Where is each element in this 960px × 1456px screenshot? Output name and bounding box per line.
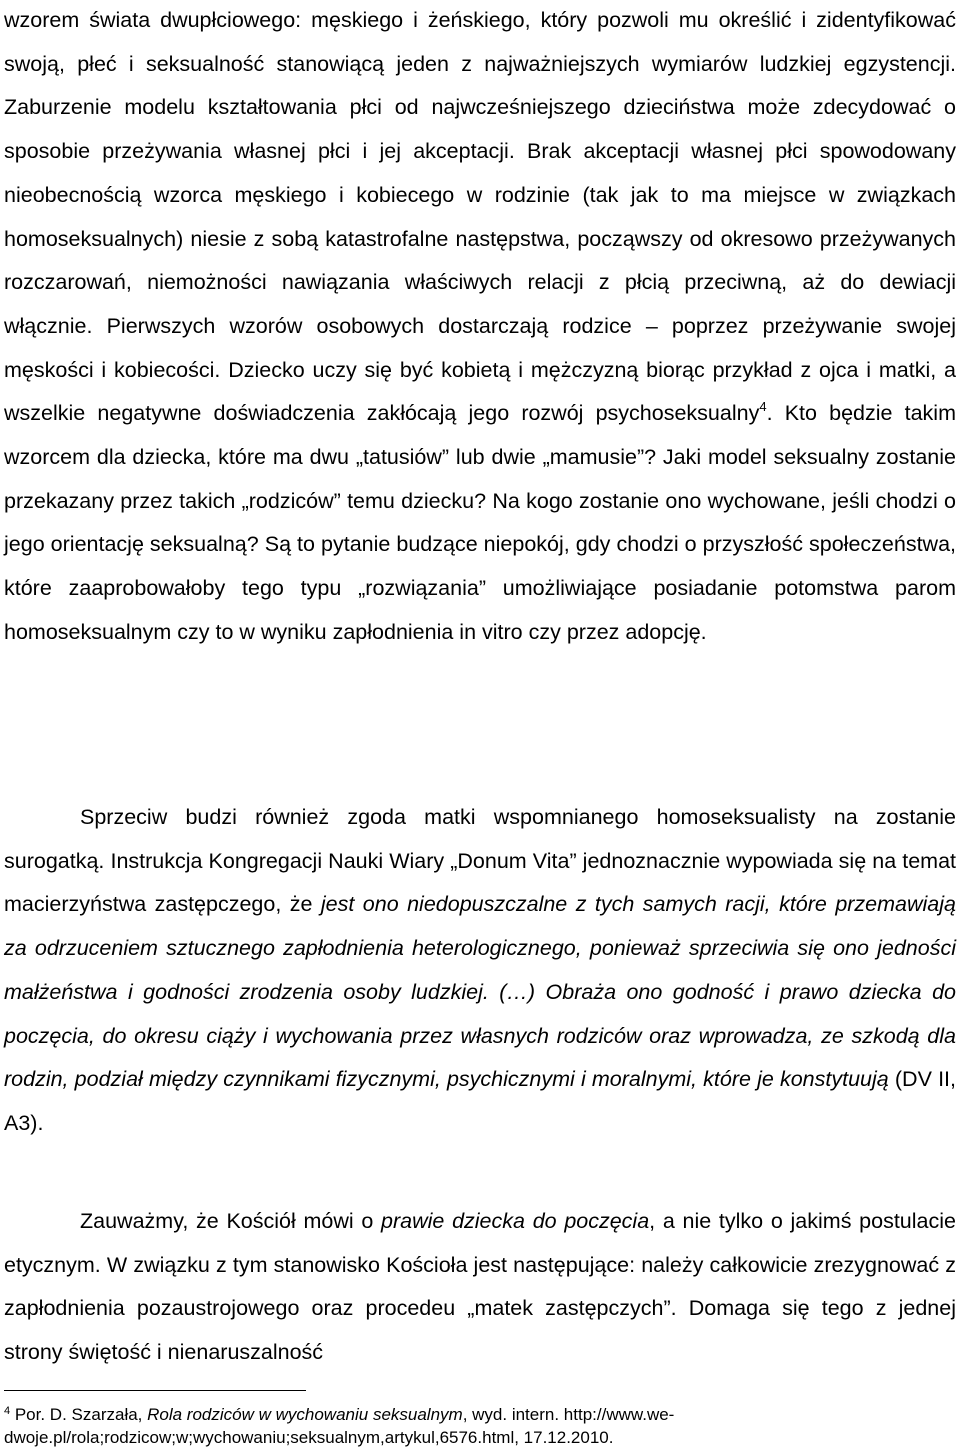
- paragraph-3-text-a: Zauważmy, że Kościół mówi o: [80, 1209, 382, 1233]
- quote-citation: (DV II, A3).: [4, 1067, 956, 1135]
- paragraph-2: [4, 796, 956, 1146]
- footnote: [4, 1403, 904, 1449]
- donum-vitae-quote: jest ono niedopuszczalne z tych samych racji, które przemawiają za odrzuceniem sztucznego zapłodnienia heterologicznego, ponieważ sprzeciwia się ono jedności małżeństwa i godności zrodzenia osoby ludzkiej. (…) Obraża ono godność i prawo dziecka do poczęcia, do okresu ciąży i wychowania przez własnych rodziców oraz wprowadza, ze szkodą dla rodzin, podział między czynnikami fizycznymi, psychicznymi i moralnymi, które je konstytuują: [4, 892, 957, 1092]
- footnote-source[interactable]: , wyd. intern. http://www.we-dwoje.pl/rola;rodzicow;w;wychowaniu;seksualnym,artykul,6576.html, 17.12.2010.: [4, 1405, 675, 1447]
- footnote-author: Por. D. Szarzała,: [10, 1405, 148, 1424]
- paragraph-3-italic: prawie dziecka do poczęcia: [381, 1209, 650, 1233]
- paragraph-1-text-a: wzorem świata dwupłciowego: męskiego i żeńskiego, który pozwoli mu określić i zidentyfikować swoją, płeć i seksualność stanowiącą jeden z najważniejszych wymiarów ludzkiej egzystencji. Zaburzenie modelu kształtowania płci od najwcześniejszego dzieciństwa może zdecydować o sposobie przeżywania własnej płci i jej akceptacji. Brak akceptacji własnej płci spowodowany nieobecnością wzorca męskiego i kobiecego w rodzinie (tak jak to ma miejsce w związkach homoseksualnych) niesie z sobą katastrofalne następstwa, począwszy od okresowo przeżywanych rozczarowań, niemożności nawiązania właściwych relacji z płcią przeciwną, aż do dewiacji włącznie. Pierwszych wzorów osobowych dostarczają rodzice – poprzez przeżywanie swojej męskości i kobiecości. Dziecko uczy się być kobietą i mężczyzną biorąc przykład z ojca i matki, a wszelkie negatywne doświadczenia zakłócają jego rozwój psychoseksualny: [4, 8, 956, 426]
- paragraph-1-text-b: . Kto będzie takim wzorcem dla dziecka, które ma dwu „tatusiów” lub dwie „mamusie”? Jaki model seksualny zostanie przekazany przez takich „rodziców” temu dziecku? Na kogo zostanie ono wychowane, jeśli chodzi o jego orientację seksualną? Są to pytanie budzące niepokój, gdy chodzi o przyszłość społeczeństwa, które zaaprobowałoby tego typu „rozwiązania” umożliwiające posiadanie potomstwa parom homoseksualnym czy to w wyniku zapłodnienia in vitro czy przez adopcję.: [4, 401, 956, 644]
- footnote-separator: [4, 1390, 306, 1391]
- paragraph-2-text: Sprzeciw budzi również zgoda matki wspomnianego homoseksualisty na zostanie surogatką. Instrukcja Kongregacji Nauki Wiary „Donum Vita” jednoznacznie wypowiada się na temat macierzyństwa zastępczego, że: [4, 805, 956, 917]
- footnote-title: Rola rodziców w wychowaniu seksualnym: [147, 1405, 463, 1424]
- paragraph-3-text-b: , a nie tylko o jakimś postulacie etycznym. W związku z tym stanowisko Kościoła jest następujące: należy całkowicie zrezygnować z zapłodnienia pozaustrojowego oraz procedeu „matek zastępczych”. Domaga się tego z jednej strony świętość i nienaruszalność: [4, 1209, 956, 1365]
- footnote-reference[interactable]: 4: [759, 399, 767, 415]
- paragraph-3: [4, 1200, 956, 1375]
- footnote-number: 4: [4, 1405, 11, 1417]
- paragraph-1: [4, 0, 956, 655]
